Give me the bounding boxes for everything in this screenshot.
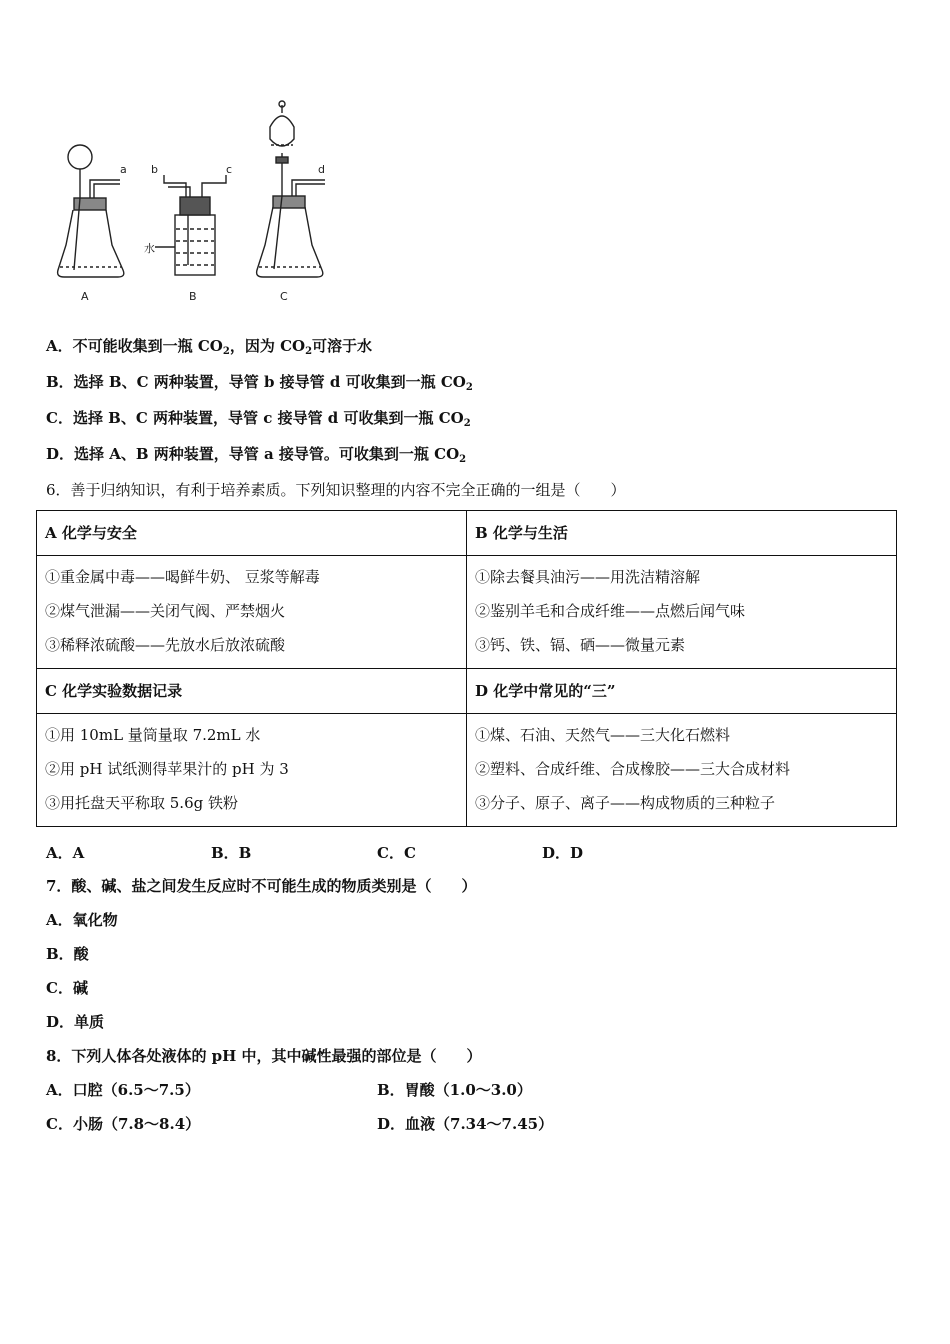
q6-option-b[interactable]: B．B (211, 844, 252, 862)
apparatus-figure (40, 95, 340, 315)
q6-stem: 6．善于归纳知识，有利于培养素质。下列知识整理的内容不完全正确的一组是（ ） (46, 481, 626, 499)
table-cell-c-title: C 化学实验数据记录 (37, 669, 467, 714)
figure-label-A: A (81, 290, 89, 303)
q7-option-d[interactable]: D．单质 (46, 1013, 105, 1031)
table-item: ①除去餐具油污——用洗洁精溶解 (475, 568, 701, 586)
q6-option-d[interactable]: D．D (542, 844, 584, 862)
figure-label-d: d (318, 163, 325, 176)
q8-option-b[interactable]: B．胃酸（1.0～3.0） (377, 1081, 532, 1099)
table-item: ③稀释浓硫酸——先放水后放浓硫酸 (45, 636, 286, 654)
figure-label-C: C (280, 290, 288, 303)
table-item: ①用 10mL 量筒量取 7.2mL 水 (45, 726, 261, 744)
table-item: ③用托盘天平称取 5.6g 铁粉 (45, 794, 238, 812)
q8-option-d[interactable]: D．血液（7.34～7.45） (377, 1115, 554, 1133)
figure-label-b: b (151, 163, 158, 176)
q6-option-a[interactable]: A．A (46, 844, 85, 862)
q7-stem: 7．酸、碱、盐之间发生反应时不可能生成的物质类别是（ ） (46, 877, 477, 895)
figure-label-B: B (189, 290, 197, 303)
table-cell-d-title: D 化学中常见的“三” (467, 669, 897, 714)
q6-knowledge-table (36, 510, 897, 827)
table-cell-d-items (467, 714, 897, 827)
table-item: ③钙、铁、镉、硒——微量元素 (475, 636, 686, 654)
q7-option-a[interactable]: A．氧化物 (46, 911, 118, 929)
figure-label-a: a (120, 163, 127, 176)
table-item: ②用 pH 试纸测得苹果汁的 pH 为 3 (45, 760, 289, 778)
table-item: ②煤气泄漏——关闭气阀、严禁烟火 (45, 602, 286, 620)
table-cell-b-items (467, 556, 897, 669)
q7-option-c[interactable]: C．碱 (46, 979, 88, 997)
figure-label-c: c (226, 163, 233, 176)
table-cell-c-items (37, 714, 467, 827)
q5-option-c[interactable]: C．选择 B、C 两种装置，导管 c 接导管 d 可收集到一瓶 $CO_2$ (46, 409, 471, 429)
q5-option-d[interactable]: D．选择 A、B 两种装置，导管 a 接导管。可收集到一瓶 $CO_2$ (46, 445, 467, 465)
q8-option-a[interactable]: A．口腔（6.5～7.5） (46, 1081, 200, 1099)
table-item: ②鉴别羊毛和合成纤维——点燃后闻气味 (475, 602, 746, 620)
q6-option-c[interactable]: C．C (377, 844, 416, 862)
table-item: ③分子、原子、离子——构成物质的三种粒子 (475, 794, 776, 812)
q8-stem: 8．下列人体各处液体的 pH 中，其中碱性最强的部位是（ ） (46, 1047, 482, 1065)
table-cell-b-title: B 化学与生活 (467, 511, 897, 556)
q7-option-b[interactable]: B．酸 (46, 945, 89, 963)
table-cell-a-title: A 化学与安全 (37, 511, 467, 556)
table-cell-a-items (37, 556, 467, 669)
figure-label-water: 水 (144, 242, 155, 255)
table-item: ①重金属中毒——喝鲜牛奶、 豆浆等解毒 (45, 568, 320, 586)
q5-option-a[interactable]: A．不可能收集到一瓶 $CO_2$，因为 $CO_2$可溶于水 (46, 337, 373, 357)
table-item: ①煤、石油、天然气——三大化石燃料 (475, 726, 731, 744)
q8-option-c[interactable]: C．小肠（7.8～8.4） (46, 1115, 201, 1133)
table-item: ②塑料、合成纤维、合成橡胶——三大合成材料 (475, 760, 791, 778)
q5-option-b[interactable]: B．选择 B、C 两种装置，导管 b 接导管 d 可收集到一瓶 $CO_2$ (46, 373, 473, 393)
